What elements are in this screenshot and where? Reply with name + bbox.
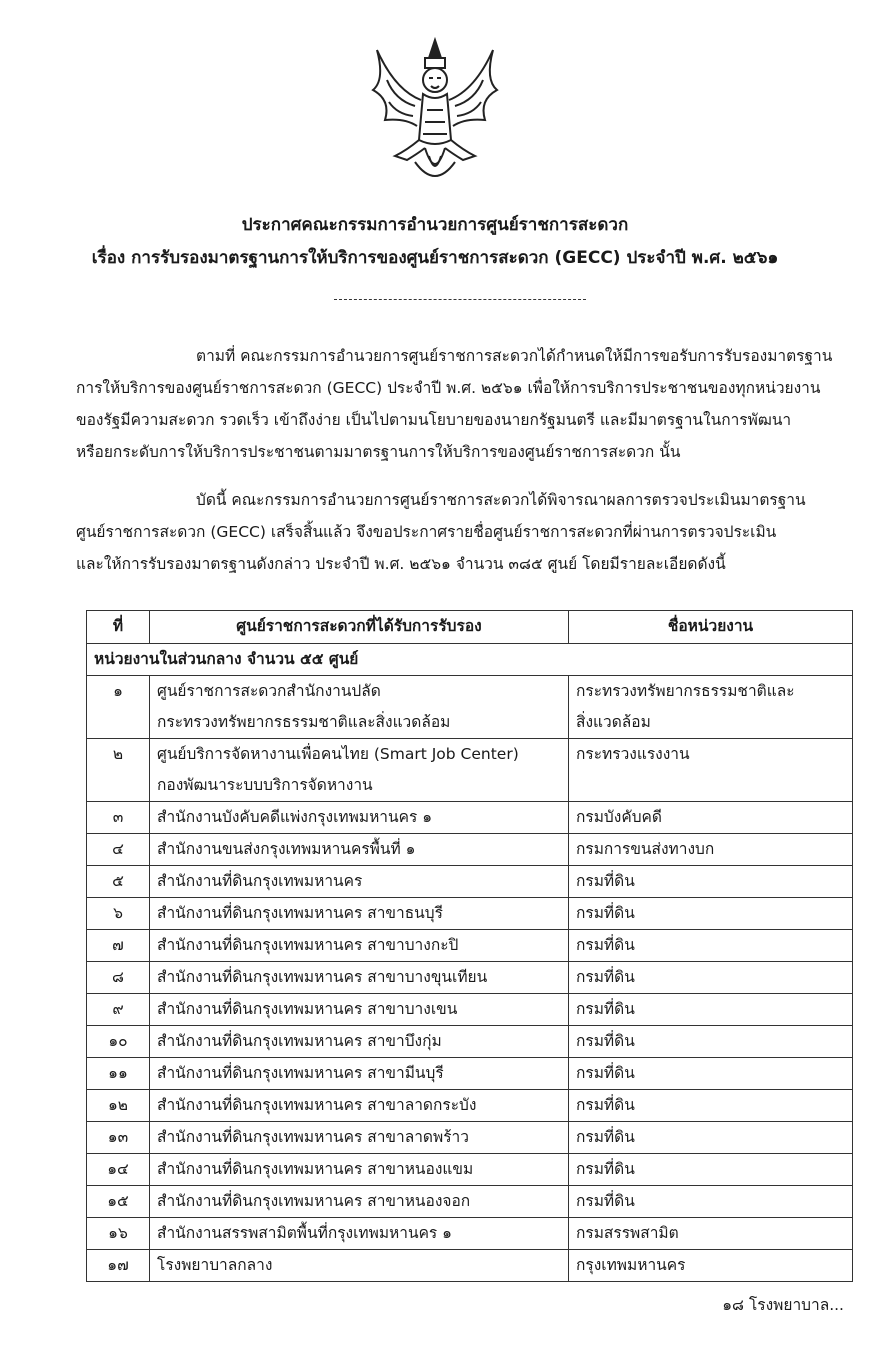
table-row [87, 866, 853, 898]
row-number: ๒ [87, 739, 150, 802]
center-name [150, 1090, 569, 1122]
center-name-line: สำนักงานบังคับคดีแพ่งกรุงเทพมหานคร ๑ [157, 808, 433, 826]
agency-name [569, 962, 853, 994]
intro-paragraph [76, 340, 846, 468]
center-name-line: โรงพยาบาลกลาง [157, 1256, 273, 1274]
row-number: ๓ [87, 802, 150, 834]
center-name-line: สำนักงานที่ดินกรุงเทพมหานคร สาขาลาดกระบัง [157, 1096, 477, 1114]
row-number: ๑๕ [87, 1186, 150, 1218]
row-number: ๑๑ [87, 1058, 150, 1090]
table-row [87, 1186, 853, 1218]
agency-name-line: กรมที่ดิน [576, 872, 635, 890]
table-row [87, 1122, 853, 1154]
row-number: ๕ [87, 866, 150, 898]
paragraph-line: การให้บริการของศูนย์ราชการสะดวก (GECC) ประจำปี พ.ศ. ๒๕๖๑ เพื่อให้การบริการประชาชนของทุกหน่วยงาน [76, 379, 821, 397]
table-row [87, 739, 853, 802]
center-name [150, 834, 569, 866]
paragraph-line: และให้การรับรองมาตรฐานดังกล่าว ประจำปี พ.ศ. ๒๕๖๑ จำนวน ๓๘๕ ศูนย์ โดยมีรายละเอียดดังนี้ [76, 555, 726, 573]
row-number: ๑๒ [87, 1090, 150, 1122]
center-name-line: สำนักงานที่ดินกรุงเทพมหานคร สาขามีนบุรี [157, 1064, 444, 1082]
center-name [150, 739, 569, 802]
announcement-title: ประกาศคณะกรรมการอำนวยการศูนย์ราชการสะดวก [241, 215, 629, 235]
agency-name-line: กรมที่ดิน [576, 1064, 635, 1082]
table-body [87, 644, 853, 1282]
center-name-line: ศูนย์บริการจัดหางานเพื่อคนไทย (Smart Job Center) [157, 745, 519, 763]
center-name-line: สำนักงานที่ดินกรุงเทพมหานคร สาขาหนองจอก [157, 1192, 471, 1210]
center-name-line: สำนักงานที่ดินกรุงเทพมหานคร สาขาบางกะปิ [157, 936, 459, 954]
agency-name-line: กรมที่ดิน [576, 936, 635, 954]
agency-name [569, 930, 853, 962]
center-name [150, 866, 569, 898]
agency-name [569, 802, 853, 834]
center-name-line: สำนักงานที่ดินกรุงเทพมหานคร สาขาบึงกุ่ม [157, 1032, 442, 1050]
table-group-row [87, 644, 853, 676]
table-row [87, 962, 853, 994]
row-number: ๑๔ [87, 1154, 150, 1186]
row-number: ๘ [87, 962, 150, 994]
center-name [150, 802, 569, 834]
col-header-number: ที่ [87, 611, 150, 644]
agency-name-line: กรมบังคับคดี [576, 808, 662, 826]
certified-centers-table [86, 610, 853, 1282]
center-name [150, 898, 569, 930]
continuation-note: ๑๘ โรงพยาบาล... [722, 1296, 844, 1314]
row-number: ๔ [87, 834, 150, 866]
row-number: ๑๗ [87, 1250, 150, 1282]
row-number: ๖ [87, 898, 150, 930]
table-row [87, 1218, 853, 1250]
agency-name [569, 1218, 853, 1250]
agency-name [569, 1090, 853, 1122]
table-row [87, 930, 853, 962]
row-number: ๑๓ [87, 1122, 150, 1154]
announcement-subject: เรื่อง การรับรองมาตรฐานการให้บริการของศูนย์ราชการสะดวก (GECC) ประจำปี พ.ศ. ๒๕๖๑ [91, 248, 779, 268]
table-row [87, 994, 853, 1026]
table-row [87, 1154, 853, 1186]
agency-name-line: กรุงเทพมหานคร [576, 1256, 686, 1274]
center-name [150, 1026, 569, 1058]
paragraph-line: บัดนี้ คณะกรรมการอำนวยการศูนย์ราชการสะดวกได้พิจารณาผลการตรวจประเมินมาตรฐาน [196, 491, 806, 509]
table-header-row [87, 611, 853, 644]
agency-name [569, 676, 853, 739]
table-row [87, 1026, 853, 1058]
center-name-line: สำนักงานที่ดินกรุงเทพมหานคร สาขาธนบุรี [157, 904, 443, 922]
center-name [150, 1058, 569, 1090]
table-row [87, 834, 853, 866]
center-name [150, 1250, 569, 1282]
table-row [87, 802, 853, 834]
agency-name [569, 994, 853, 1026]
agency-name-line: กรมที่ดิน [576, 1192, 635, 1210]
center-name-line: กองพัฒนาระบบบริการจัดหางาน [157, 776, 373, 794]
agency-name [569, 1026, 853, 1058]
agency-name [569, 1058, 853, 1090]
group-label: หน่วยงานในส่วนกลาง จำนวน ๕๕ ศูนย์ [87, 644, 853, 676]
table-row [87, 676, 853, 739]
agency-name-line: กรมที่ดิน [576, 1128, 635, 1146]
agency-name-line: กรมสรรพสามิต [576, 1224, 679, 1242]
center-name-line: สำนักงานที่ดินกรุงเทพมหานคร สาขาหนองแขม [157, 1160, 474, 1178]
agency-name [569, 898, 853, 930]
col-header-center: ศูนย์ราชการสะดวกที่ได้รับการรับรอง [150, 611, 569, 644]
agency-name-line: กรมที่ดิน [576, 1096, 635, 1114]
center-name [150, 1154, 569, 1186]
center-name [150, 1218, 569, 1250]
agency-name-line: กรมที่ดิน [576, 904, 635, 922]
row-number: ๑๖ [87, 1218, 150, 1250]
agency-name-line: กระทรวงแรงงาน [576, 745, 690, 763]
announcement-paragraph [76, 484, 846, 580]
agency-name [569, 1250, 853, 1282]
center-name-line: สำนักงานที่ดินกรุงเทพมหานคร สาขาบางเขน [157, 1000, 458, 1018]
paragraph-line: หรือยกระดับการให้บริการประชาชนตามมาตรฐานการให้บริการของศูนย์ราชการสะดวก นั้น [76, 443, 681, 461]
agency-name-line: กรมที่ดิน [576, 968, 635, 986]
table-row [87, 1058, 853, 1090]
center-name-line: สำนักงานที่ดินกรุงเทพมหานคร สาขาบางขุนเทียน [157, 968, 488, 986]
agency-name-line: กรมที่ดิน [576, 1000, 635, 1018]
center-name-line: ศูนย์ราชการสะดวกสำนักงานปลัด [157, 682, 381, 700]
title-divider [334, 299, 586, 300]
agency-name [569, 1122, 853, 1154]
col-header-agency: ชื่อหน่วยงาน [569, 611, 853, 644]
center-name [150, 676, 569, 739]
agency-name [569, 1186, 853, 1218]
agency-name-line: สิ่งแวดล้อม [576, 713, 651, 731]
center-name-line: สำนักงานขนส่งกรุงเทพมหานครพื้นที่ ๑ [157, 840, 416, 858]
table-row [87, 1250, 853, 1282]
paragraph-line: ของรัฐมีความสะดวก รวดเร็ว เข้าถึงง่าย เป็นไปตามนโยบายของนายกรัฐมนตรี และมีมาตรฐานในการพัฒนา [76, 411, 792, 429]
center-name [150, 1122, 569, 1154]
center-name-line: สำนักงานที่ดินกรุงเทพมหานคร สาขาลาดพร้าว [157, 1128, 469, 1146]
agency-name-line: กรมการขนส่งทางบก [576, 840, 715, 858]
agency-name [569, 739, 853, 802]
paragraph-line: ศูนย์ราชการสะดวก (GECC) เสร็จสิ้นแล้ว จึงขอประกาศรายชื่อศูนย์ราชการสะดวกที่ผ่านการตรวจประเมิน [76, 523, 777, 541]
center-name [150, 962, 569, 994]
center-name [150, 994, 569, 1026]
center-name [150, 930, 569, 962]
row-number: ๙ [87, 994, 150, 1026]
paragraph-line: ตามที่ คณะกรรมการอำนวยการศูนย์ราชการสะดวกได้กำหนดให้มีการขอรับการรับรองมาตรฐาน [196, 347, 833, 365]
row-number: ๗ [87, 930, 150, 962]
agency-name-line: กระทรวงทรัพยากรธรรมชาติและ [576, 682, 795, 700]
agency-name [569, 834, 853, 866]
center-name-line: กระทรวงทรัพยากรธรรมชาติและสิ่งแวดล้อม [157, 713, 451, 731]
garuda-emblem-icon [355, 30, 515, 190]
table-row [87, 898, 853, 930]
center-name-line: สำนักงานที่ดินกรุงเทพมหานคร [157, 872, 363, 890]
agency-name-line: กรมที่ดิน [576, 1032, 635, 1050]
table-row [87, 1090, 853, 1122]
row-number: ๑๐ [87, 1026, 150, 1058]
row-number: ๑ [87, 676, 150, 739]
center-name-line: สำนักงานสรรพสามิตพื้นที่กรุงเทพมหานคร ๑ [157, 1224, 453, 1242]
agency-name [569, 866, 853, 898]
center-name [150, 1186, 569, 1218]
agency-name-line: กรมที่ดิน [576, 1160, 635, 1178]
agency-name [569, 1154, 853, 1186]
